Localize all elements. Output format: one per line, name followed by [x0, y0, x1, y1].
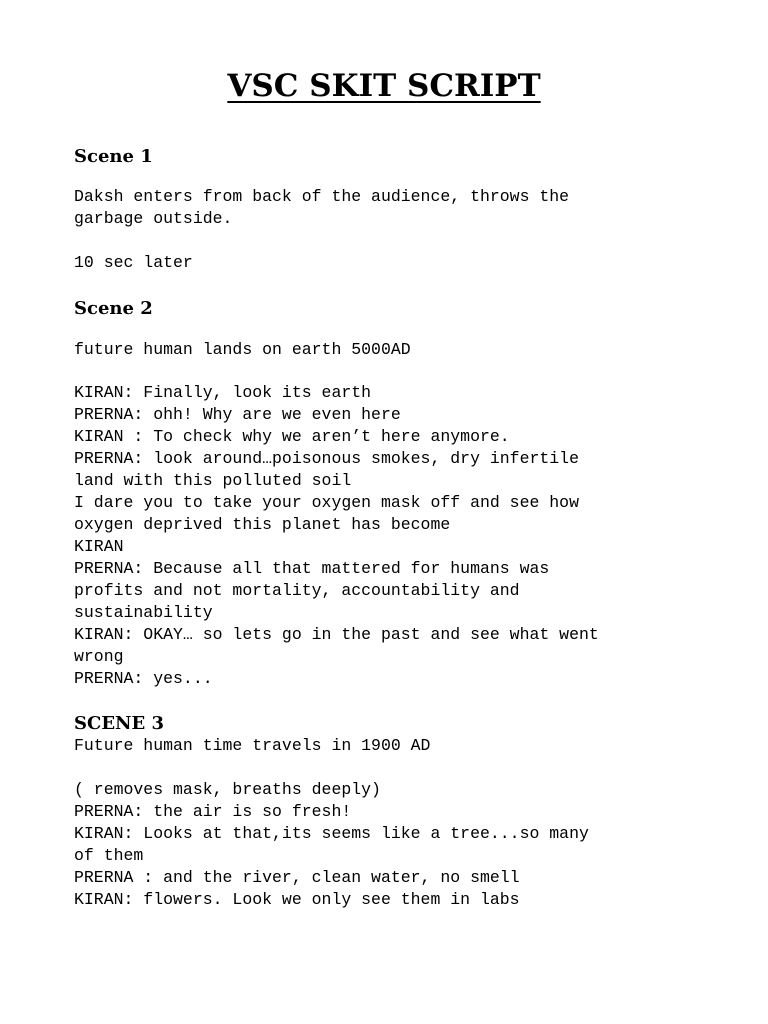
scene-2-line: PRERNA: ohh! Why are we even here: [74, 405, 401, 424]
scene-2-line: sustainability: [74, 603, 213, 622]
scene-3-line: of them: [74, 846, 144, 865]
scene-3-line: KIRAN: flowers. Look we only see them in labs: [74, 890, 520, 909]
scene-2-heading: Scene 2: [74, 298, 153, 319]
scene-3-line: ( removes mask, breaths deeply): [74, 780, 381, 799]
scene-2-line: KIRAN: [74, 537, 124, 556]
scene-1-heading: Scene 1: [74, 146, 153, 167]
scene-2-line: PRERNA: yes...: [74, 669, 213, 688]
scene-2-line: profits and not mortality, accountability and: [74, 581, 520, 600]
scene-1-line: Daksh enters from back of the audience, throws the: [74, 187, 570, 206]
scene-2-line: wrong: [74, 647, 124, 666]
scene-3-line: Future human time travels in 1900 AD: [74, 736, 431, 755]
scene-3-heading: SCENE 3: [74, 713, 165, 734]
scene-2-line: KIRAN: OKAY… so lets go in the past and see what went: [74, 625, 599, 644]
scene-1-line: garbage outside.: [74, 209, 233, 228]
scene-2-line: future human lands on earth 5000AD: [74, 340, 411, 359]
document-title: VSC SKIT SCRIPT: [227, 68, 541, 104]
scene-3-line: KIRAN: Looks at that,its seems like a tree...so many: [74, 824, 589, 843]
scene-2-line: PRERNA: look around…poisonous smokes, dry infertile: [74, 449, 579, 468]
scene-2-line: KIRAN: Finally, look its earth: [74, 383, 372, 402]
scene-3-line: PRERNA: the air is so fresh!: [74, 802, 352, 821]
scene-2-line: KIRAN : To check why we aren’t here anymore.: [74, 427, 510, 446]
scene-2-line: PRERNA: Because all that mattered for humans was: [74, 559, 550, 578]
scene-3-line: PRERNA : and the river, clean water, no smell: [74, 868, 520, 887]
scene-2-line: land with this polluted soil: [74, 471, 352, 490]
scene-1-line: 10 sec later: [74, 253, 193, 272]
scene-2-line: I dare you to take your oxygen mask off and see how: [74, 493, 579, 512]
scene-2-line: oxygen deprived this planet has become: [74, 515, 451, 534]
